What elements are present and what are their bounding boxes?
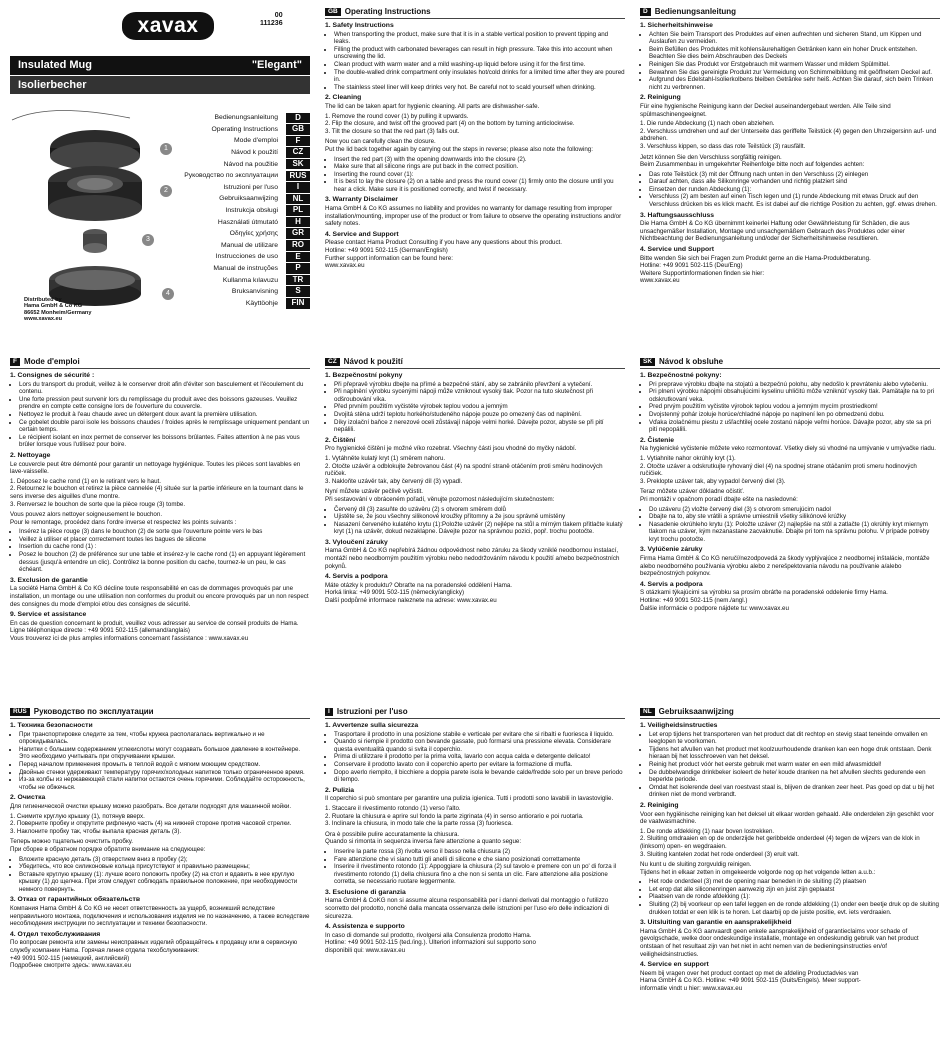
language-code: SK: [286, 159, 310, 170]
cleaning-intro: Le couvercle peut être démonté pour garantir un nettoyage hygiénique. Toutes les pièces sont lavables en lave-vaisselle.: [10, 460, 301, 476]
reassembly-item: • Het rode onderdeel (3) met de opening naar beneden in de sluiting (2) plaatsen: [649, 878, 940, 886]
cleaning-step: 1. De ronde afdekking (1) naar boven lostrekken.: [640, 827, 775, 835]
warranty-text: Компания Hama GmbH & Co KG не несет ответственность за ущерб, возникший вследствие неправильного монтажа, подключения и использования изделия не по назначению, а также вследствие несоблюдения инструкции по эксплуатации и техники безопасности.: [10, 905, 310, 928]
article-line-1: 00: [274, 12, 283, 19]
language-code: CZ: [286, 147, 310, 158]
safety-item: • Перед началом применения промыть в теплой водой с мягким моющим средством.: [19, 761, 310, 769]
section-nl: [640, 708, 940, 993]
language-row: [150, 251, 310, 263]
language-label: Használati útmutató: [217, 218, 278, 226]
language-label: Gebruiksaanwijzing: [219, 195, 278, 203]
distributor-line-4: www.xavax.eu: [24, 316, 63, 323]
safety-item: • Le récipient isolant en inox permet de conserver les boissons brûlantes. Faites attention à ne pas vous brûler lorsque vous l'utilisez pour boire.: [19, 434, 310, 449]
section-d: [640, 8, 940, 285]
language-label: Käyttöohje: [245, 299, 278, 307]
warranty-text: La société Hama GmbH & Co KG décline toute responsabilité en cas de dommages provoqués par une installation, un montage ou une utilisation non conformes du produit ou encore provoqués par un non respect des consignes du mode d'emploi et/ou des consignes de sécurité.: [10, 585, 309, 608]
heading-safety: 1. Bezpečnostní pokyny: [325, 372, 403, 379]
safety-item: • Aufgrund des Edelstahl-Isolierkolbens bleiben Getränke sehr heiß. Achten Sie darauf, sich beim Trinken nicht zu verbrennen.: [649, 76, 940, 91]
cleaning-note: Jetzt können Sie den Verschluss sorgfältig reinigen.: [640, 153, 782, 161]
heading-service: 4. Service und Support: [640, 246, 715, 254]
heading-warranty: 3. Vylúčenie záruky: [640, 546, 703, 554]
section-gb: [325, 8, 625, 270]
reassembly-item: • Inserire la parte rossa (3) rivolta verso il basso nella chiusura (2): [334, 848, 625, 856]
service-text: In caso di domande sul prodotto, rivolgersi alla Consulenza prodotto Hama.: [325, 931, 532, 939]
service-text: Máte otázky k produktu? Obraťte na na poradenské oddělení Hama.: [325, 581, 513, 589]
reassembly-item: • Plaatsen van de ronde afdekking (1):: [649, 893, 940, 901]
language-row: [150, 147, 310, 159]
language-code: PL: [286, 205, 310, 216]
heading-warranty: 3. Vyloučení záruky: [325, 538, 388, 546]
safety-item: • Let erop tijdens het transporteren van het product dat dit rechtop en stevig staat teneinde omvallen en leeglopen te voorkomen.: [649, 731, 940, 746]
reassembly-item: • Вложите красную деталь (3) отверстием вниз в пробку (2);: [19, 856, 310, 864]
section-cz: [325, 358, 625, 605]
service-line: Weitere Supportinformationen finden sie hier:: [640, 269, 765, 277]
language-code: TR: [286, 275, 310, 286]
reassembly-item: • Dbajte na to, aby ste vrátili a správne umiestnili všetky silikónové krúžky: [649, 513, 940, 521]
language-code: F: [10, 358, 20, 366]
heading-safety: 1. Техника безопасности: [10, 722, 93, 729]
cleaning-step: 2. Ruotare la chiusura e aprire sul fondo la parte zigrinata (4) in senso antiorario e poi ruotarla.: [325, 812, 584, 820]
section-header: [640, 8, 940, 19]
language-code: SK: [640, 358, 655, 366]
language-code: CZ: [325, 358, 340, 366]
heading-service: 4. Отдел техобслуживания: [10, 930, 101, 938]
language-row: [150, 228, 310, 240]
safety-item: • Achten Sie beim Transport des Produktes auf einen aufrechten und sicheren Stand, um Kippen und Auslaufen zu vermeiden.: [649, 31, 940, 46]
cleaning-intro: Voor een hygiënische reiniging kan het deksel uit elkaar worden gehaald. Alle onderdelen zijn geschikt voor de vaatwasmachine.: [640, 810, 934, 826]
section-it: [325, 708, 625, 955]
service-text: S otázkami týkajúcimi sa výrobku sa prosím obráťte na poradenské oddelenie firmy Hama.: [640, 589, 888, 597]
language-code: D: [640, 8, 651, 16]
heading-warranty: 3. Отказ от гарантийных обязательств: [10, 896, 141, 904]
language-code: NL: [286, 194, 310, 205]
warranty-text: Die Hama GmbH & Co KG übernimmt keinerlei Haftung oder Gewährleistung für Schäden, die aus unsachgemäßer Installation, Montage und unsachgemäßem Gebrauch des Produktes oder einer Nichtbeachtung der Bedienungsanleitung und/oder der Sicherheitshinweise resultieren.: [640, 220, 910, 243]
heading-cleaning: 2. Nettoyage: [10, 451, 51, 459]
section-title: Mode d'emploi: [23, 357, 80, 367]
language-row: [150, 124, 310, 136]
cleaning-step: 2. Otočte uzáver a odskrutkujte ryhovaný diel (4) na spodnej strane otáčaním proti smeru hodinových ručičiek.: [640, 462, 917, 478]
reassembly-item: • Darauf achten, dass alle Silikonringe vorhanden und richtig platziert sind: [649, 178, 940, 186]
cleaning-step: 3. Tilt the closure so that the red part (3) falls out.: [325, 127, 460, 135]
cleaning-step: 3. Renversez le bouchon de sorte que la pièce rouge (3) tombe.: [10, 500, 186, 508]
safety-item: • Díky izolační baňce z nerezové oceli zůstávají nápoje velmi horké. Dávejte pozor, abyste se při pití nepálili.: [334, 419, 625, 434]
cleaning-intro: Na hygienické vyčistenie môžete veko rozmontovať. Všetky diely sú vhodné na umývanie v umývačke riadu.: [640, 445, 937, 453]
reassembly-item: • Sluiting (2) bij voorkeur op een tafel leggen en de ronde afdekking (1) onder een beetje druk op de sluiting drukken totdat er een klik is te horen. Let daarbij op de juiste positie, evt. iets verdraaien.: [649, 901, 940, 916]
service-line: Hama GmbH & Co KG. Hotline: +49 9091 502-115 (Duits/Engels). Meer support-: [640, 977, 861, 985]
heading-safety: 1. Veiligheidsinstructies: [640, 722, 718, 729]
language-code: I: [286, 182, 310, 193]
safety-item: • Vďaka izolačnému piestu z ušľachtilej ocele zostanú nápoje veľmi horúce. Dávajte pozor, aby ste sa pri pití nepopálili.: [649, 419, 940, 434]
reassembly-item: • Вставьте круглую крышку (1): лучше всего положить пробку (2) на стол и вдавить в нее круглую крышку (1) до щелчка. При этом следует соблюдать правильное положение, при необходимости немного повернуть.: [19, 871, 310, 894]
section-title: Gebruiksaanwijzing: [658, 707, 734, 717]
reassembly-intro: Pri montáži v opačnom poradí dbajte ešte na nasledovné:: [640, 495, 798, 503]
heading-safety: 1. Safety Instructions: [325, 22, 394, 29]
heading-safety: 1. Avvertenze sulla sicurezza: [325, 722, 419, 729]
section-header: [640, 708, 940, 719]
product-subtitle-bar: [10, 76, 310, 94]
language-code: NL: [640, 708, 655, 716]
cleaning-step: 1. Vytáhněte kulatý kryt (1) směrem nahoru.: [325, 454, 446, 462]
language-label: Руководство по эксплуатации: [184, 172, 278, 180]
language-index: [150, 112, 310, 309]
heading-cleaning: 2. Reiniging: [640, 801, 679, 809]
language-row: [150, 205, 310, 217]
reassembly-item: • Das rote Teilstück (3) mit der Öffnung nach unten in den Verschluss (2) einlegen: [649, 171, 940, 179]
language-code: RO: [286, 240, 310, 251]
service-text: Please contact Hama Product Consulting if you have any questions about this product.: [325, 239, 562, 247]
cleaning-step: 3. Sluiting kantelen zodat het rode onderdeel (3) eruit valt.: [640, 850, 799, 858]
safety-item: • Pri plnení výrobku nápojmi obsahujúcimi kyselinu uhličitú môže vzniknúť vysoký tlak. Pamätajte na to pri odskrutkovaní veka.: [649, 388, 940, 403]
language-code: S: [286, 286, 310, 297]
distributor-line-1: Distributed by: [24, 297, 62, 303]
language-row: [150, 216, 310, 228]
safety-item: • Trasportare il prodotto in una posizione stabile e verticale per evitare che si ribalti e fuoriesca il liquido.: [334, 731, 625, 739]
heading-cleaning: 2. Cleaning: [325, 94, 362, 102]
language-row: [150, 158, 310, 170]
heading-service: 4. Servis a podpora: [640, 580, 703, 588]
language-code: H: [286, 217, 310, 228]
service-line: Further support information can be found here:: [325, 254, 453, 262]
cleaning-note: Vous pouvez alors nettoyer soigneusement le bouchon.: [10, 511, 163, 519]
reassembly-item: • Make sure that all silicone rings are put back in the correct position.: [334, 163, 625, 171]
language-code: GR: [286, 228, 310, 239]
language-row: [150, 193, 310, 205]
cleaning-step: 1. Снимите круглую крышку (1), потянув вверх.: [10, 812, 145, 820]
warranty-text: Hama GmbH & Co KG aanvaardt geen enkele aansprakelijkheid of garantieclaims voor schade of gevolgschade, welke door ondeskundige installatie, montage en ondeskundig gebruik van het product ontstaan of het resultaat zijn van het niet in acht nemen van de bedieningsinstructies en/of veiligheidsinstructies.: [640, 927, 919, 958]
section-title: Bedienungsanleitung: [654, 7, 737, 17]
reassembly-item: • Insertion du cache rond (1) :: [19, 543, 310, 551]
section-header: [640, 358, 940, 369]
language-row: [150, 286, 310, 298]
reassembly-item: • Убедитесь, что все силиконовые кольца присутствуют и правильно размещены;: [19, 863, 310, 871]
service-line: Hotline: +49 9091 502-115 (nem./angl.): [640, 597, 748, 605]
section-header: [10, 358, 310, 369]
reassembly-item: • Einsetzen der runden Abdeckung (1):: [649, 186, 940, 194]
safety-item: • Pri preprave výrobku dbajte na stojatú a bezpečnú polohu, aby nedošlo k prevráteniu alebo vytečeniu.: [649, 381, 940, 389]
reassembly-intro: Beim Zusammenbau in umgekehrter Reihenfolge bitte noch auf folgendes achten:: [640, 161, 865, 169]
language-row: [150, 240, 310, 252]
section-header: [10, 708, 310, 719]
language-label: Bedienungsanleitung: [214, 114, 278, 122]
cleaning-step: 2. Otočte uzávěr a odblokujte žebrovanou část (4) na spodní straně otáčením proti směru hodinových ručiček.: [325, 462, 603, 478]
cleaning-step: 2. Flip the closure, and twist off the grooved part (4) on the bottom by turning anticlockwise.: [325, 120, 575, 128]
reassembly-item: • Fare attenzione che vi siano tutti gli anelli di silicone e che siano posizionati correttamente: [334, 856, 625, 864]
cleaning-step: 3. Verschluss kippen, so dass das rote Teilstück (3) rausfällt.: [640, 142, 806, 150]
distributor-info: [24, 297, 91, 323]
language-code: E: [286, 252, 310, 263]
callout-1: 1: [160, 143, 172, 155]
product-name-de: Isolierbecher: [18, 79, 87, 91]
section-f: [10, 358, 310, 643]
language-code: F: [286, 136, 310, 147]
section-title: Operating Instructions: [344, 7, 431, 17]
warranty-text: Hama GmbH & Co KG assumes no liability and provides no warranty for damage resulting from improper installation/mounting, improper use of the product or from failure to observe the operating instructions and/or safety notes.: [325, 205, 622, 228]
callout-3: 3: [142, 234, 154, 246]
cleaning-step: 2. Retournez le bouchon et retirez la pièce cannelée (4) située sur la partie inférieure en la tournant dans le sens inverse des aiguilles d'une montre.: [10, 485, 304, 500]
article-number: [260, 12, 283, 28]
service-line: Подробнее смотрите здесь: www.xavax.eu: [10, 962, 132, 970]
section-header: [325, 358, 625, 369]
safety-item: • Dopo averlo riempito, il bicchiere a doppia parete isola le bevande calde/fredde solo per un breve periodo di tempo.: [334, 769, 625, 784]
heading-safety: 1. Sicherheitshinweise: [640, 22, 713, 29]
service-line: Hotline: +49 9091 502-115 (German/English): [325, 247, 448, 255]
language-label: Bruksanvisning: [231, 288, 278, 296]
cleaning-step: 3. Preklopte uzáver tak, aby vypadol červený diel (3).: [640, 477, 786, 485]
reassembly-item: • Insert the red part (3) with the opening downwards into the closure (2).: [334, 156, 625, 164]
language-label: Instrucciones de uso: [215, 253, 278, 261]
cleaning-intro: Для гигиенической очистки крышку можно разобрать. Все детали подходят для машинной мойки.: [10, 802, 292, 810]
safety-item: • When transporting the product, make sure that it is in a stable vertical position to prevent tipping and leaks.: [334, 31, 625, 46]
service-line: +49 9091 502-115 (немецкий, английский): [10, 954, 130, 962]
cleaning-intro: Il coperchio si può smontare per garantire una pulizia igienica. Tutti i prodotti sono lavabili in lavastoviglie.: [325, 795, 614, 803]
reassembly-item: • Ujistěte se, že jsou všechny silikonové kroužky přítomny a že jsou správně umístěny: [334, 513, 625, 521]
service-line: Další podpůrné informace naleznete na adrese: www.xavax.eu: [325, 597, 497, 605]
reassembly-item: • Inserire il rivestimento rotondo (1): Appoggiare la chiusura (2) sul tavolo e premere con un po' di forza il rivestimento rotondo (1) della chiusura fino a che non si senta un clic. Fare attenzione alla posizione corretta, se necessario ruotare leggermente.: [334, 863, 625, 886]
language-row: [150, 182, 310, 194]
heading-safety: 1. Bezpečnostné pokyny:: [640, 372, 722, 379]
reassembly-intro: Put the lid back together again by carrying out the steps in reverse; please also note the following:: [325, 145, 593, 153]
section-header: [325, 708, 625, 719]
service-line: Ligne téléphonique directe : +49 9091 502-115 (allemand/anglais): [10, 627, 190, 635]
language-label: Instrukcja obsługi: [225, 207, 278, 215]
cleaning-step: 1. Vytiahnite nahor okrúhly kryt (1).: [640, 454, 736, 462]
safety-item: • Omdat het isolerende deel van roestvast staal is, blijven de dranken zeer heet. Pas goed op dat u bij het drinken niet de mond verbrandt.: [649, 784, 940, 799]
cleaning-note: Now you can carefully clean the closure.: [325, 138, 436, 146]
language-row: [150, 274, 310, 286]
reassembly-intro: Tijdens het in elkaar zetten in omgekeerde volgorde nog op het volgende letten a.u.b.:: [640, 868, 876, 876]
safety-item: • При транспортировке следите за тем, чтобы кружка располагалась вертикально и не опрокидывалась.: [19, 731, 310, 746]
language-code: I: [325, 708, 333, 716]
safety-item: • De dubbelwandige drinkbeker isoleert de hete/ koude dranken na het afvullen slechts gedurende een beperkte periode.: [649, 769, 940, 784]
language-row: [150, 263, 310, 275]
heading-warranty: 3. Uitsluiting van garantie en aansprakelijkheid: [640, 919, 792, 927]
safety-item: • Ce gobelet double paroi isole les boissons chaudes / froides après le remplissage uniquement pendant un certain temps.: [19, 419, 310, 434]
service-line: Hotline: +49 9091 502-115 (ted./ing.). Ulteriori informazioni sul supporto sono: [325, 939, 536, 947]
language-label: Istruzioni per l'uso: [223, 183, 278, 191]
language-code: RUS: [10, 708, 30, 716]
reassembly-item: • Do uzáveru (2) vložte červený diel (3) s otvorom smerujúcim nadol: [649, 506, 940, 514]
service-text: Bitte wenden Sie sich bei Fragen zum Produkt gerne an die Hama-Produktberatung.: [640, 254, 871, 262]
reassembly-item: • Verschluss (2) am besten auf einen Tisch legen und (1) runde Abdeckung mit etwas Druck auf den Verschluss drücken bis es klick macht. Es ist dabei auf die richtige Position zu achten, ggf. etwas drehen.: [649, 193, 940, 208]
safety-item: • Beim Befüllen des Produktes mit kohlensäurehaltigen Getränken kann ein hoher Druck entstehen. Beachten Sie dies beim Abschrauben des Deckels: [649, 46, 940, 61]
section-header: [325, 8, 625, 19]
heading-cleaning: 2. Pulizia: [325, 786, 355, 794]
service-line: Vous trouverez ici de plus amples informations concernant l'assistance : www.xavax.eu: [10, 635, 249, 642]
heading-service: 4. Service and Support: [325, 230, 399, 238]
service-line: Horká linka: +49 9091 502-115 (německy/anglicky): [325, 589, 465, 597]
heading-warranty: 3. Esclusione di garanzia: [325, 888, 406, 896]
reassembly-item: • Let erop dat alle siliconenringen aanwezig zijn en juist zijn geplaatst: [649, 886, 940, 894]
reassembly-intro: Při sestavování v obráceném pořadí, věnujte pozornost následujícím skutečnostem:: [325, 495, 555, 503]
reassembly-intro: Quando si rimonta in sequenza inversa fare attenzione a quanto segue:: [325, 838, 522, 846]
safety-item: • Dvojitá stěna udrží teplotu horkého/studeného nápoje pouze po omezený čas od naplnění.: [334, 411, 625, 419]
service-line[interactable]: www.xavax.eu: [325, 262, 365, 270]
cleaning-note: Теперь можно тщательно очистить пробку.: [10, 838, 133, 846]
safety-item: • Двойные стенки удерживают температуру горячих/холодных напитков только ограниченное время.: [19, 769, 310, 777]
cleaning-note: Nu kunt u de sluiting zorgvuldig reinigen.: [640, 861, 752, 869]
safety-item: • Reinigen Sie das Produkt vor Erstgebrauch mit warmem Wasser und mildem Spülmittel.: [649, 61, 940, 69]
language-code: GB: [325, 8, 341, 16]
language-row: [150, 112, 310, 124]
reassembly-item: • Nasadenie okrúhleho krytu (1): Položte uzáver (2) najlepšie na stôl a zatlačte (1) okrúhly kryt miernym tlakom na uzáver, kým nezanastane zacvaknutie. Dbajte pri tom na správnu polohu. V prípade potreby kryt trochu pootočte.: [649, 521, 940, 544]
language-label: Operating Instructions: [211, 125, 278, 133]
heading-warranty: 3. Haftungsausschluss: [640, 211, 715, 219]
service-line: Ďalšie informácie o podpore nájdete tu: www.xavax.eu: [640, 604, 789, 612]
safety-item: • Při naplnění výrobku sycenými nápoji může vzniknout vysoký tlak. Pozor na tuto skutečnost při odšroubování víka.: [334, 388, 625, 403]
heading-cleaning: 2. Очистка: [10, 794, 46, 802]
warranty-text: Hama GmbH & Co KG nepřebírá žádnou odpovědnost nebo záruku za škody vzniklé neodbornou instalací, montáží nebo neodborným použitím výrobku nebo nedodržováním návodu k použití a/nebo bezpečnostních pokynů.: [325, 547, 620, 570]
cleaning-step: 1. Staccare il rivestimento rotondo (1) verso l'alto.: [325, 804, 461, 812]
reassembly-item: • Veillez à utiliser et placer correctement toutes les bagues de silicone: [19, 536, 310, 544]
section-title: Руководство по эксплуатации: [33, 707, 154, 717]
language-label: Mode d'emploi: [234, 137, 278, 145]
safety-item: • Напитки с большим содержанием углекислоты могут создавать большое давление в контейнере. Это необходимо учитывать при откручивании крышки.: [19, 746, 310, 761]
safety-item: • Lors du transport du produit, veillez à le conserver droit afin d'éviter son basculement et l'écoulement du contenu.: [19, 381, 310, 396]
product-title-bar: [10, 56, 310, 75]
heading-safety: 1. Consignes de sécurité :: [10, 372, 95, 379]
safety-item: • Conservare il prodotto lavato con il coperchio aperto per evitare la formazione di muffa.: [334, 761, 625, 769]
safety-item: • Из-за колбы из нержавеющей стали напитки остаются очень горячими. Соблюдайте осторожность, чтобы не обжечься.: [19, 776, 310, 791]
language-code: D: [286, 113, 310, 124]
section-title: Návod k použití: [343, 357, 403, 367]
reassembly-item: • Posez le bouchon (2) de préférence sur une table et insérez-y le cache rond (1) en appuyant légèrement dessus (jusqu'à entendre un clic). Contrôlez la bonne position du cache, tournez-le un peu, le cas échéant.: [19, 551, 310, 574]
safety-item: • Před prvním použitím vyčistěte výrobek teplou vodou a jemným: [334, 403, 625, 411]
cleaning-step: 1. Déposez le cache rond (1) en le retirant vers le haut.: [10, 477, 161, 485]
safety-item: • Bewahren Sie das gereinigte Produkt zur Vermeidung von Schimmelbildung mit geöffnetem Deckel auf.: [649, 69, 940, 77]
language-code: RUS: [286, 171, 310, 182]
language-label: Návod k použití: [231, 149, 278, 157]
language-label: Οδηγίες χρήσης: [229, 230, 278, 238]
heading-warranty: 3. Exclusion de garantie: [10, 576, 88, 584]
safety-item: • Tijdens het afvullen van het product met koolzuurhoudende dranken kan een hoge druk ontstaan. Denk hieraan bij het losschroeven van het deksel.: [649, 746, 940, 761]
section-sk: [640, 358, 940, 612]
language-row: [150, 298, 310, 310]
language-code: GB: [286, 124, 310, 135]
section-title: Istruzioni per l'uso: [336, 707, 408, 717]
reassembly-intro: При сборке в обратном порядке обратите внимание на следующее:: [10, 845, 206, 853]
service-text: Neem bij vragen over het product contact op met de afdeling Productadvies van: [640, 969, 859, 977]
safety-item: • Quando si riempie il prodotto con bevande gassate, può formarsi una pressione elevata. Considerare questa eventualità quando si svita il coperchio.: [334, 738, 625, 753]
cleaning-step: 3. Inclinare la chiusura, in modo tale che la parte rossa (3) fuoriesca.: [325, 820, 513, 828]
cleaning-intro: Pro hygienické čištění je možné víko rozebrat. Všechny části jsou vhodné do myčky nádobí.: [325, 445, 577, 453]
cleaning-intro: The lid can be taken apart for hygienic cleaning. All parts are dishwasher-safe.: [325, 102, 540, 110]
safety-item: • Prima di utilizzare il prodotto per la prima volta, lavarlo con acqua calda e detergente delicato!: [334, 753, 625, 761]
reassembly-item: • It is best to lay the closure (2) on a table and press the round cover (1) firmly onto the closure until you hear a click. Make sure it is positioned correctly, and twist if necessary.: [334, 178, 625, 193]
safety-item: • Pred prvým použitím vyčistite výrobok teplou vodou a jemným mycím prostriedkom!: [649, 403, 940, 411]
safety-item: • The double-walled drink compartment only insulates hot/cold drinks for a limited time after they are poured in.: [334, 69, 625, 84]
safety-item: • Při přepravě výrobku dbejte na přímé a bezpečné stání, aby se zabránilo převržení a vytečení.: [334, 381, 625, 389]
cleaning-step: 3. Nakloňte uzávěr tak, aby červený díl (3) vypadl.: [325, 477, 463, 485]
heading-service: 4. Service en support: [640, 961, 709, 969]
safety-item: • Une forte pression peut survenir lors du remplissage du produit avec des boissons gazeuses. Veuillez prendre en compte cette consigne lors de l'ouverture du couvercle.: [19, 396, 310, 411]
language-label: Manual de instruções: [213, 265, 278, 273]
heading-service: 4. Assistenza e supporto: [325, 923, 405, 931]
heading-service: 9. Service et assistance: [10, 611, 87, 619]
heading-service: 4. Servis a podpora: [325, 573, 388, 581]
brand-logo: xavax: [122, 12, 214, 40]
language-row: [150, 135, 310, 147]
warranty-text: Firma Hama GmbH & Co KG neručí/nezodpovedá za škody vyplývajúce z neodbornej inštalácie, montáže alebo neodborného používania výrobku alebo z nerešpektovania návodu na používanie a/alebo bezpečnostných pokynov.: [640, 555, 930, 578]
heading-warranty: 3. Warranty Disclaimer: [325, 196, 399, 204]
safety-item: • Reinig het product vóór het eerste gebruik met warm water en een mild afwasmiddel!: [649, 761, 940, 769]
cleaning-step: 1. Die runde Abdeckung (1) nach oben abziehen.: [640, 120, 775, 128]
reassembly-item: • Nasazení červeného kulatého krytu (1):Položte uzávěr (2) nejlépe na stůl a mírným tlakem přitlačte kulatý kryt (1) na uzávěr, dokud nezaklapne. Dávejte pozor na správnou pozici, popř. trochu pootočte.: [334, 521, 625, 536]
reassembly-intro: Pour le remontage, procédez dans l'ordre inverse et respectez les points suivants :: [10, 518, 237, 526]
service-line: Hotline: +49 9091 502-115 (Deu/Eng): [640, 262, 743, 270]
article-line-2: 111236: [260, 20, 283, 27]
distributor-line-2: Hama GmbH & Co KG: [24, 303, 83, 310]
reassembly-item: • Červený díl (3) zasuňte do uzávěru (2) s otvorem směrem dolů: [334, 506, 625, 514]
product-name-en: Insulated Mug: [18, 59, 92, 71]
cleaning-note: Nyní můžete uzávěr pečlivě vyčistit.: [325, 488, 424, 496]
language-label: Návod na použitie: [223, 160, 278, 168]
cleaning-intro: Für eine hygienische Reinigung kann der Deckel auseinandergebaut werden. Alle Teile sind spülmaschinengeeignet.: [640, 102, 891, 118]
service-line: informatie vindt u hier: www.xavax.eu: [640, 985, 743, 992]
section-title: Návod k obsluhe: [659, 357, 724, 367]
distributor-line-3: 86652 Monheim/Germany: [24, 309, 92, 316]
cleaning-step: 3. Наклоните пробку так, чтобы выпала красная деталь (3).: [10, 827, 182, 835]
reassembly-item: • Inserting the round cover (1):: [334, 171, 625, 179]
safety-item: • Dvojstenný pohár izoluje horúce/chladné nápoje po naplnení len po obmedzenú dobu.: [649, 411, 940, 419]
service-text: En cas de question concernant le produit, veuillez vous adresser au service de conseil produits de Hama.: [10, 619, 299, 627]
service-text: По вопросам ремонта или замены неисправных изделий обращайтесь к продавцу или в сервисную службу компании Hama. Горячая линия отдела техобслуживания:: [10, 939, 298, 955]
section-rus: [10, 708, 310, 970]
cleaning-step: 2. Verschluss umdrehen und auf der Unterseite das geriffelte Teilstück (4) gegen den Uhrzeigersinn auf- und abdrehen.: [640, 127, 937, 143]
cleaning-step: 1. Remove the round cover (1) by pulling it upwards.: [325, 112, 469, 120]
safety-item: • The stainless steel liner will keep drinks very hot. Be careful not to scald yourself when drinking.: [334, 84, 625, 92]
service-line: disponibili qui: www.xavax.eu: [325, 947, 406, 955]
language-code: P: [286, 263, 310, 274]
warranty-text: Hama GmbH & CoKG non si assume alcuna responsabilità per i danni derivati dal montaggio o l'utilizzo scorretto del prodotto, nonché dalla mancata osservanza delle istruzioni per l'uso e/o delle indicazioni di sicurezza.: [325, 897, 609, 920]
heading-cleaning: 2. Čištění: [325, 436, 356, 444]
service-line[interactable]: www.xavax.eu: [640, 277, 680, 285]
reassembly-item: • Insérez la pièce rouge (3) dans le bouchon (2) de sorte que l'ouverture pointe vers le bas: [19, 528, 310, 536]
cleaning-step: 2. Sluiting omdraaien en op de onderzijde het geribbelde onderdeel (4) tegen de wijzers van de klok in (linksom) open- en wegdraaien.: [640, 835, 920, 850]
language-code: FIN: [286, 298, 310, 309]
safety-item: • Nettoyez le produit à l'eau chaude avec un détergent doux avant la première utilisation.: [19, 411, 310, 419]
language-label: Manual de utilizare: [220, 241, 278, 249]
language-row: [150, 170, 310, 182]
callout-4: 4: [162, 288, 174, 300]
heading-cleaning: 2. Reinigung: [640, 94, 681, 102]
heading-cleaning: 2. Čistenie: [640, 436, 674, 444]
language-label: Kullanma kılavuzu: [222, 276, 278, 284]
product-model: "Elegant": [251, 59, 302, 71]
cleaning-note: Teraz môžete uzáver dôkladne očistiť.: [640, 488, 745, 496]
safety-item: • Clean product with warm water and a mild washing-up liquid before using it for the first time.: [334, 61, 625, 69]
callout-2: 2: [160, 185, 172, 197]
safety-item: • Filling the product with carbonated beverages can result in high pressure. Take this into account when unscrewing the lid.: [334, 46, 625, 61]
cleaning-step: 2. Поверните пробку и открутите рифленую часть (4) на нижней стороне против часовой стрелки.: [10, 820, 292, 828]
cleaning-note: Ora è possibile pulire accuratamente la chiusura.: [325, 830, 460, 838]
